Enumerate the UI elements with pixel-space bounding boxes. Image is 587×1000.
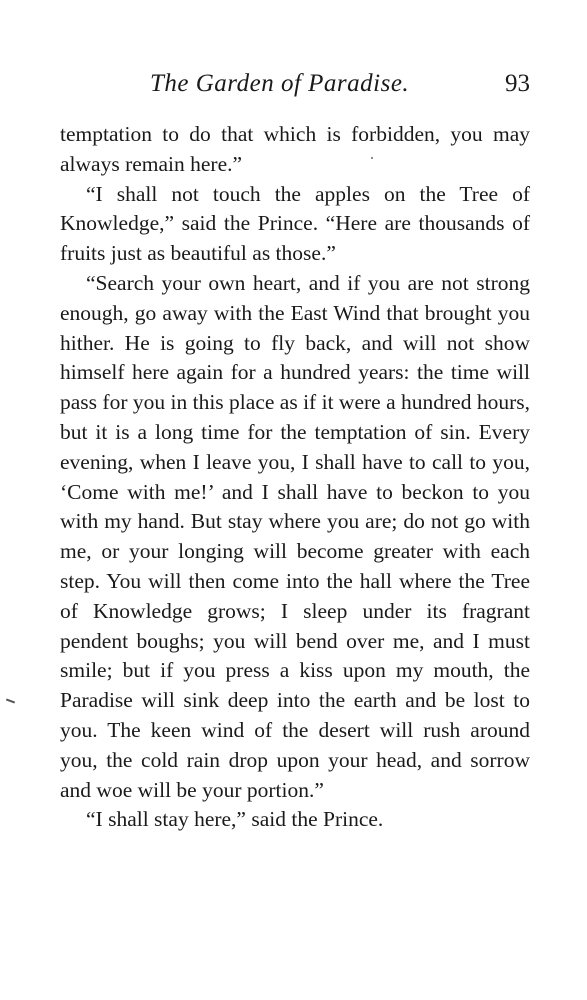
running-title: The Garden of Paradise.	[150, 70, 410, 97]
page-number: 93	[505, 70, 530, 97]
paragraph-prince-reply: “I shall not touch the apples on the Tree of Knowledge,” said the Prince. “Here are thousands of fruits just as beautiful as those.”	[60, 181, 530, 266]
running-head	[60, 70, 530, 104]
paragraph-prince-decision: “I shall stay here,” said the Prince.	[86, 807, 384, 832]
paragraph-continuation: temptation to do that which is forbidden, you may always remain here.”	[60, 122, 530, 176]
paragraph-fairy-speech: “Search your own heart, and if you are not strong enough, go away with the East Wind that brought you hither. He is going to fly back, and will not show himself here again for a hundred years: the time will pass for you in this place as if it were a hundred hours, but it is a long time for the temptation of sin. Every evening, when I leave you, I shall have to call to you, ‘Come with me!’ and I shall have to beckon to you with my hand. But stay where you are; do not go with me, or your longing will become greater with each step. You will then come into the hall where the Tree of Knowledge grows; I sleep under its fragrant pendent boughs; you will bend over me, and I must smile; but if you press a kiss upon my mouth, the Paradise will sink deep into the earth and be lost to you. The keen wind of the desert will rush around you, the cold rain drop upon your head, and sorrow and woe will be your portion.”	[60, 270, 530, 802]
margin-mark	[6, 699, 15, 704]
body-text	[60, 120, 530, 835]
